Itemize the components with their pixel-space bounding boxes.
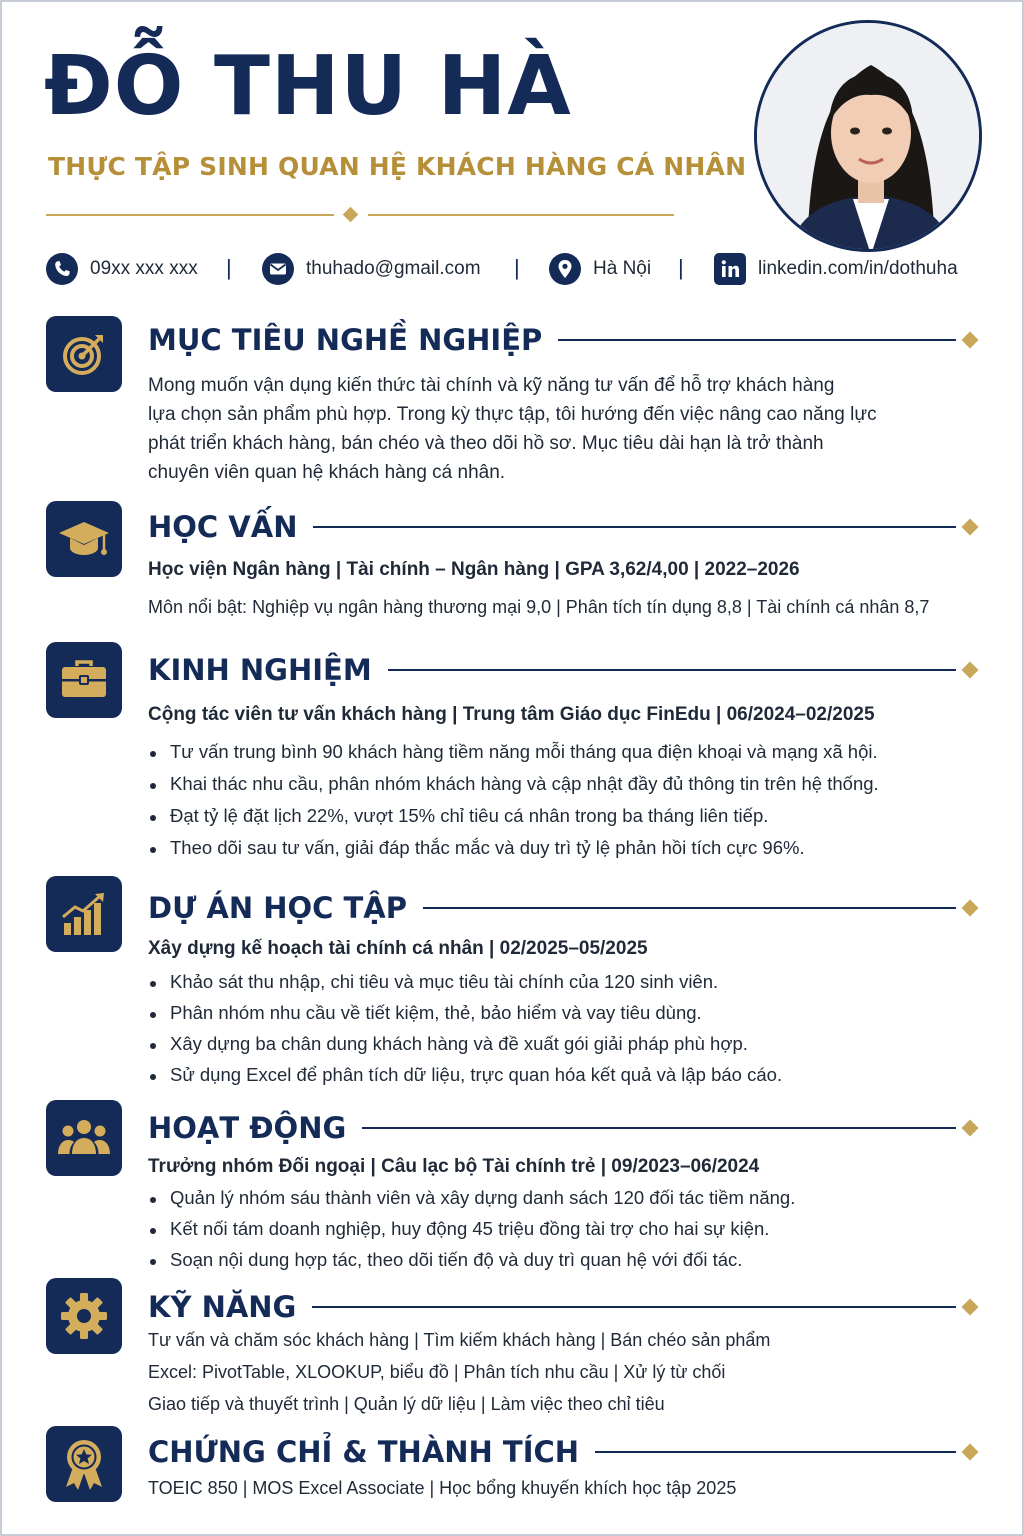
section-education — [46, 501, 980, 626]
contact-phone[interactable] — [46, 252, 198, 286]
section-experience — [46, 642, 980, 867]
objective-line: lựa chọn sản phẩm phù hợp. Trong kỳ thực tập, tôi hướng đến việc nâng cao năng lực — [148, 404, 877, 425]
list-item: Theo dõi sau tư vấn, giải đáp thắc mắc và duy trì tỷ lệ phản hồi tích cực 96%. — [148, 837, 980, 869]
location-text: Hà Nội — [593, 258, 652, 279]
contact-email[interactable] — [262, 252, 481, 286]
mail-icon — [262, 253, 294, 285]
section-title: MỤC TIÊU NGHỀ NGHIỆP — [148, 323, 543, 357]
linkedin-icon — [714, 253, 746, 285]
list-item: Xây dựng ba chân dung khách hàng và đề xuất gói giải pháp phù hợp. — [148, 1033, 980, 1064]
target-icon — [46, 316, 122, 392]
section-certificates — [46, 1426, 980, 1516]
certificates-line: TOEIC 850 | MOS Excel Associate | Học bổng khuyến khích học tập 2025 — [148, 1478, 737, 1498]
header-divider — [46, 207, 674, 223]
profile-photo — [754, 20, 982, 252]
objective-line: phát triển khách hàng, bán chéo và theo dõi hồ sơ. Mục tiêu dài hạn là trở thành — [148, 433, 824, 454]
section-objective — [46, 316, 980, 486]
section-title: HOẠT ĐỘNG — [148, 1111, 347, 1145]
list-item: Phân nhóm nhu cầu về tiết kiệm, thẻ, bảo hiểm và vay tiêu dùng. — [148, 1002, 980, 1033]
activity-headline: Trưởng nhóm Đối ngoại | Câu lạc bộ Tài chính trẻ | 09/2023–06/2024 — [148, 1156, 760, 1177]
email-address: thuhado@gmail.com — [306, 258, 481, 279]
contact-location — [549, 252, 651, 286]
contact-separator: | — [514, 255, 520, 280]
graduation-cap-icon — [46, 501, 122, 577]
linkedin-url: linkedin.com/in/dothuha — [758, 258, 958, 279]
list-item: Khảo sát thu nhập, chi tiêu và mục tiêu tài chính của 120 sinh viên. — [148, 971, 980, 1002]
skill-row: Giao tiếp và thuyết trình | Quản lý dữ liệu | Làm việc theo chỉ tiêu — [148, 1394, 665, 1414]
list-item: Đạt tỷ lệ đặt lịch 22%, vượt 15% chỉ tiêu cá nhân trong ba tháng liên tiếp. — [148, 805, 980, 837]
section-title: DỰ ÁN HỌC TẬP — [148, 891, 407, 925]
education-courses: Môn nổi bật: Nghiệp vụ ngân hàng thương mại 9,0 | Phân tích tín dụng 8,8 | Tài chính cá nhân 8,7 — [148, 597, 930, 617]
skill-row: Tư vấn và chăm sóc khách hàng | Tìm kiếm khách hàng | Bán chéo sản phẩm — [148, 1330, 771, 1350]
briefcase-icon — [46, 642, 122, 718]
award-ribbon-icon — [46, 1426, 122, 1502]
skill-row: Excel: PivotTable, XLOOKUP, biểu đồ | Phân tích nhu cầu | Xử lý từ chối — [148, 1362, 726, 1382]
contact-separator: | — [678, 255, 684, 280]
project-headline: Xây dựng kế hoạch tài chính cá nhân | 02/2025–05/2025 — [148, 938, 648, 959]
contact-separator: | — [226, 255, 232, 280]
objective-line: Mong muốn vận dụng kiến thức tài chính và kỹ năng tư vấn để hỗ trợ khách hàng — [148, 375, 835, 396]
experience-headline: Cộng tác viên tư vấn khách hàng | Trung tâm Giáo dục FinEdu | 06/2024–02/2025 — [148, 704, 875, 725]
team-icon — [46, 1100, 122, 1176]
list-item: Soạn nội dung hợp tác, theo dõi tiến độ và duy trì quan hệ với đối tác. — [148, 1249, 980, 1280]
contact-linkedin[interactable] — [714, 252, 958, 286]
candidate-role: THỰC TẬP SINH QUAN HỆ KHÁCH HÀNG CÁ NHÂN — [48, 152, 747, 181]
list-item: Kết nối tám doanh nghiệp, huy động 45 triệu đồng tài trợ cho hai sự kiện. — [148, 1218, 980, 1249]
contact-bar — [46, 252, 976, 286]
list-item: Khai thác nhu cầu, phân nhóm khách hàng và cập nhật đầy đủ thông tin trên hệ thống. — [148, 773, 980, 805]
list-item: Sử dụng Excel để phân tích dữ liệu, trực quan hóa kết quả và lập báo cáo. — [148, 1064, 980, 1095]
section-title: KỸ NĂNG — [148, 1290, 297, 1324]
section-title: KINH NGHIỆM — [148, 653, 372, 687]
activity-bullets — [148, 1187, 980, 1280]
section-activities — [46, 1100, 980, 1275]
phone-number: 09xx xxx xxx — [90, 258, 198, 279]
gear-icon — [46, 1278, 122, 1354]
objective-line: chuyên viên quan hệ khách hàng cá nhân. — [148, 462, 506, 483]
project-bullets — [148, 971, 980, 1095]
list-item: Quản lý nhóm sáu thành viên và xây dựng danh sách 120 đối tác tiềm năng. — [148, 1187, 980, 1218]
location-pin-icon — [549, 253, 581, 285]
education-headline: Học viện Ngân hàng | Tài chính – Ngân hàng | GPA 3,62/4,00 | 2022–2026 — [148, 559, 800, 580]
objective-text — [148, 371, 980, 487]
section-skills — [46, 1278, 980, 1418]
section-projects — [46, 876, 980, 1091]
section-title: CHỨNG CHỈ & THÀNH TÍCH — [148, 1435, 580, 1469]
phone-icon — [46, 253, 78, 285]
experience-bullets — [148, 741, 980, 869]
skills-list — [148, 1324, 980, 1420]
growth-chart-icon — [46, 876, 122, 952]
section-title: HỌC VẤN — [148, 510, 298, 544]
list-item: Tư vấn trung bình 90 khách hàng tiềm năng mỗi tháng qua điện khoại và mạng xã hội. — [148, 741, 980, 773]
candidate-name: ĐỖ THU HÀ — [44, 39, 572, 134]
